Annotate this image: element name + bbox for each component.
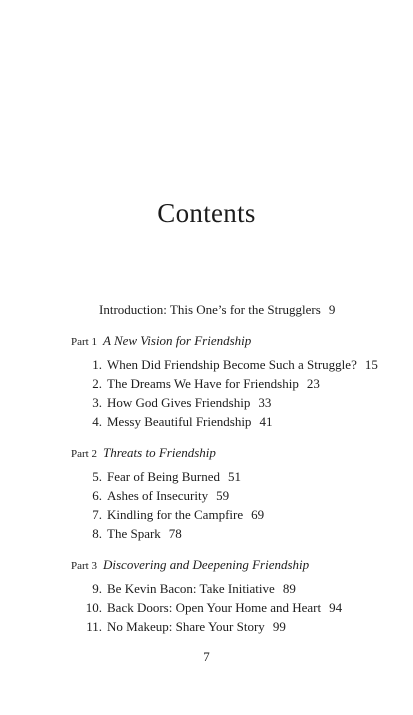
chapter-title: Messy Beautiful Friendship: [107, 414, 252, 429]
part-label: Part 2: [71, 448, 97, 460]
chapter-number: 8.: [92, 526, 102, 541]
chapter-number: 1.: [92, 357, 102, 372]
chapter-page: 78: [168, 526, 182, 541]
toc-chapter: [82, 525, 182, 543]
part-heading: [71, 332, 251, 351]
chapter-title: Fear of Being Burned: [107, 469, 221, 484]
intro-title: Introduction: This One’s for the Strugglers: [99, 302, 321, 317]
chapter-number: 7.: [92, 507, 102, 522]
chapter-title: Be Kevin Bacon: Take Initiative: [107, 581, 275, 596]
intro-page: 9: [328, 302, 336, 317]
toc-chapter: [82, 618, 286, 636]
chapter-number: 10.: [85, 600, 102, 615]
chapter-title: Ashes of Insecurity: [107, 488, 209, 503]
chapter-title: The Spark: [107, 526, 161, 541]
part-label: Part 3: [71, 560, 97, 572]
chapter-page: 23: [306, 376, 320, 391]
toc-introduction: [99, 301, 335, 319]
part-label: Part 1: [71, 336, 97, 348]
toc-chapter: [82, 599, 342, 617]
chapter-title: Kindling for the Campfire: [107, 507, 244, 522]
chapter-number: 11.: [86, 619, 102, 634]
chapter-page: 41: [259, 414, 273, 429]
chapter-page: 33: [258, 395, 272, 410]
chapter-title: When Did Friendship Become Such a Struggle?: [107, 357, 357, 372]
chapter-page: 94: [329, 600, 343, 615]
part-heading: [71, 556, 309, 575]
chapter-title: No Makeup: Share Your Story: [107, 619, 265, 634]
chapter-number: 4.: [92, 414, 102, 429]
toc-chapter: [82, 394, 271, 412]
toc-chapter: [82, 375, 320, 393]
chapter-number: 9.: [92, 581, 102, 596]
part-title: Discovering and Deepening Friendship: [102, 557, 310, 572]
part-title: A New Vision for Friendship: [102, 333, 252, 348]
chapter-title: How God Gives Friendship: [107, 395, 251, 410]
chapter-page: 89: [282, 581, 296, 596]
chapter-number: 2.: [92, 376, 102, 391]
chapter-number: 3.: [92, 395, 102, 410]
part-title: Threats to Friendship: [102, 445, 216, 460]
toc-chapter: [82, 580, 296, 598]
toc-chapter: [82, 356, 378, 374]
chapter-page: 99: [272, 619, 286, 634]
toc-chapter: [82, 506, 264, 524]
toc-chapter: [82, 468, 241, 486]
chapter-number: 6.: [92, 488, 102, 503]
chapter-page: 51: [228, 469, 242, 484]
chapter-page: 69: [251, 507, 265, 522]
chapter-number: 5.: [92, 469, 102, 484]
part-heading: [71, 444, 216, 463]
chapter-page: 59: [216, 488, 230, 503]
chapter-title: Back Doors: Open Your Home and Heart: [107, 600, 322, 615]
page-number: 7: [203, 649, 210, 664]
page-title: Contents: [157, 198, 256, 228]
chapter-title: The Dreams We Have for Friendship: [107, 376, 299, 391]
toc-chapter: [82, 413, 272, 431]
toc-chapter: [82, 487, 229, 505]
chapter-page: 15: [364, 357, 378, 372]
